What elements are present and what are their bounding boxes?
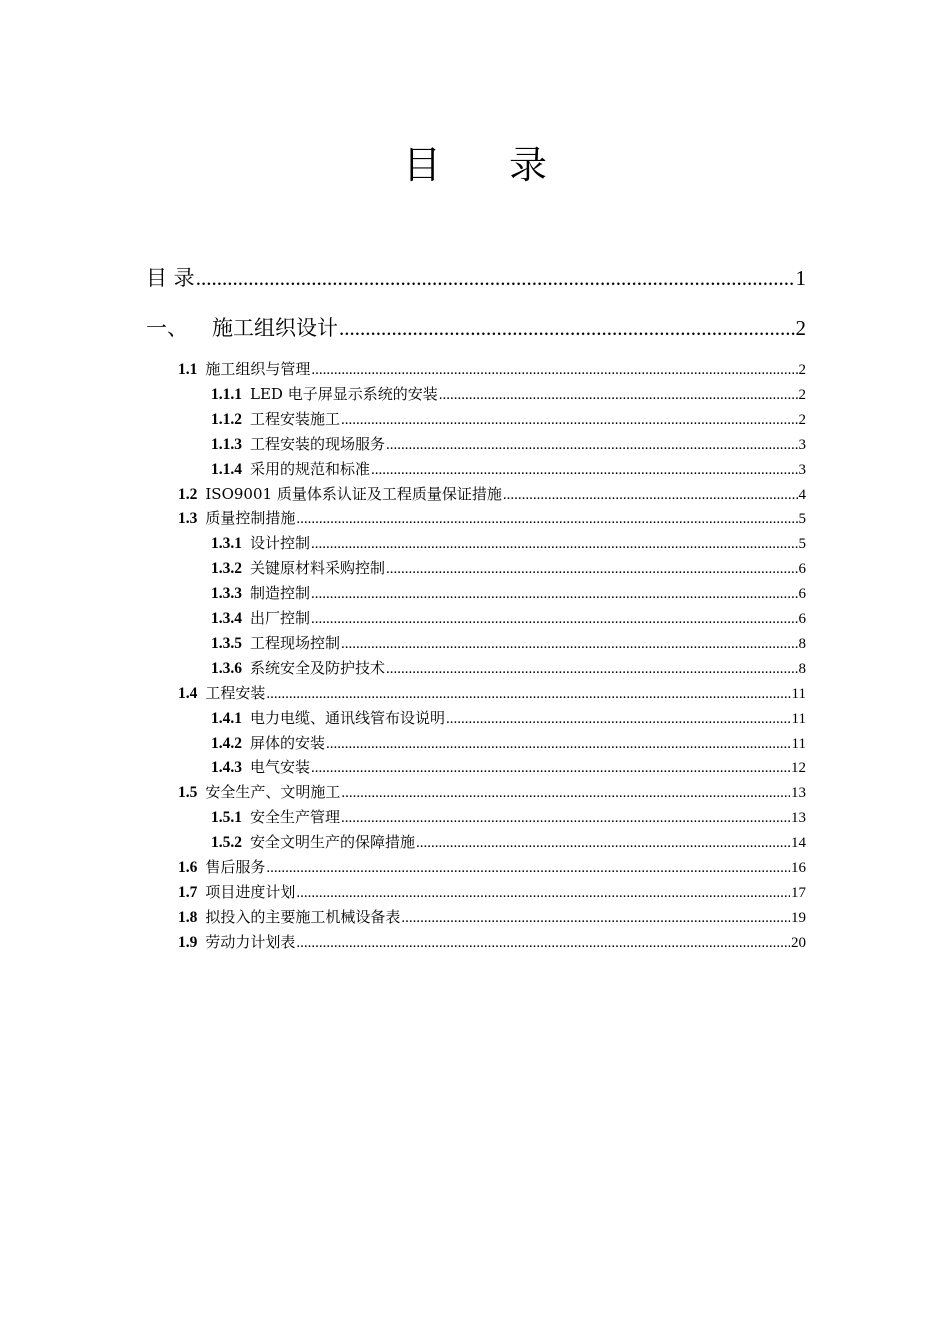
toc-entry-title: 工程安装的现场服务 (250, 434, 386, 453)
toc-entry-label (178, 483, 502, 504)
toc-page-number: 3 (798, 436, 806, 453)
toc-entry-number: 1.4.1 (211, 709, 242, 727)
toc-entry[interactable] (178, 781, 806, 803)
toc-entry[interactable] (211, 831, 806, 853)
toc-page-number: 19 (791, 909, 806, 926)
toc-entry-label (178, 507, 295, 528)
toc-entry-label (178, 856, 265, 877)
toc-entry[interactable] (178, 682, 806, 704)
toc-leader-dots (296, 511, 797, 528)
toc-entry-number: 1.6 (178, 859, 198, 876)
toc-leader-dots (196, 266, 795, 291)
toc-entry-number: 1.5 (178, 784, 198, 802)
toc-leader-dots (311, 760, 790, 777)
toc-entry-number: 1.1.1 (211, 385, 242, 403)
toc-entry-number: 1.3.6 (211, 659, 242, 677)
toc-entry[interactable] (211, 408, 806, 430)
toc-page-number: 4 (798, 486, 806, 503)
toc-page-number: 8 (798, 660, 806, 677)
toc-page-number: 2 (798, 362, 806, 378)
toc-entry-number: 1.8 (178, 908, 198, 926)
toc-entry-title: 制造控制 (250, 584, 311, 603)
toc-entry[interactable] (178, 881, 806, 903)
toc-leader-dots (326, 736, 791, 753)
toc-entry-number: 1.1.3 (211, 435, 242, 453)
toc-entry[interactable] (211, 806, 806, 828)
toc-entry[interactable] (146, 312, 806, 342)
toc-entry-title: 项目进度计划 (205, 882, 296, 901)
toc-page-number: 11 (791, 685, 806, 702)
toc-entry-title: 售后服务 (205, 858, 266, 876)
toc-entry-label (211, 557, 385, 578)
toc-entry-title: LED 电子屏显示系统的安装 (250, 384, 438, 403)
toc-entry-label (211, 433, 385, 454)
toc-leader-dots (311, 611, 797, 628)
toc-entry[interactable] (211, 458, 806, 480)
toc-leader-dots (341, 785, 790, 802)
toc-entry-title: 关键原材料采购控制 (250, 559, 386, 578)
toc-entry-number: 1.4 (178, 684, 198, 702)
toc-leader-dots (439, 387, 798, 404)
toc-leader-dots (341, 412, 797, 429)
toc-leader-dots (311, 362, 797, 379)
toc-entry-number: 1.3.2 (211, 560, 242, 578)
toc-entry-number: 1.1.2 (211, 410, 242, 428)
toc-entry-number: 1.5.1 (211, 809, 242, 827)
toc-entry-label (211, 582, 310, 603)
toc-entry-title: 施工组织设计 (212, 316, 338, 340)
toc-entry-title: 系统安全及防护技术 (250, 658, 386, 677)
toc-entry-number: 一、 (146, 316, 188, 340)
toc-page-number: 17 (791, 884, 806, 901)
toc-leader-dots (296, 935, 790, 952)
toc-entry-label (211, 607, 310, 628)
toc-leader-dots (341, 636, 797, 653)
toc-leader-dots (311, 586, 797, 603)
toc-entry-title: 安全生产、文明施工 (205, 783, 341, 802)
toc-leader-dots (339, 316, 795, 341)
toc-entry-title: 工程安装施工 (250, 409, 341, 428)
toc-entry-label (211, 458, 370, 479)
toc-entry[interactable] (211, 756, 806, 778)
toc-entry-number: 1.7 (178, 883, 198, 901)
toc-entry[interactable] (146, 262, 806, 292)
toc-page-number: 13 (791, 785, 806, 802)
toc-page-number: 2 (798, 386, 806, 403)
toc-leader-dots (371, 462, 797, 479)
toc-entry[interactable] (211, 632, 806, 654)
toc-page-number: 6 (798, 561, 806, 578)
toc-entry-number: 1.5.2 (211, 834, 242, 852)
toc-entry-label (178, 931, 295, 952)
toc-entry-title: ISO9001 质量体系认证及工程质量保证措施 (205, 484, 502, 503)
toc-leader-dots (446, 711, 791, 728)
toc-entry-number: 1.3.5 (211, 634, 242, 652)
toc-entry-number: 1.9 (178, 933, 198, 951)
toc-entry-number: 1.4.3 (211, 759, 242, 777)
toc-entry[interactable] (211, 383, 806, 405)
toc-page-number: 13 (791, 810, 806, 827)
toc-page-number: 6 (798, 586, 806, 603)
toc-entry-title: 采用的规范和标准 (250, 459, 371, 478)
toc-page-number: 16 (791, 860, 806, 876)
toc-page-number: 5 (798, 536, 806, 553)
toc-entry[interactable] (178, 906, 806, 928)
toc-page-number: 3 (798, 461, 806, 478)
toc-entry[interactable] (211, 582, 806, 604)
toc-page-number: 12 (791, 760, 806, 777)
toc-entry-label (211, 657, 385, 678)
toc-entry-title: 施工组织与管理 (205, 360, 311, 378)
toc-page-number: 11 (791, 735, 806, 752)
toc-entry-title: 目 录 (146, 266, 195, 290)
toc-entry[interactable] (211, 657, 806, 679)
toc-page-number: 2 (795, 316, 806, 340)
toc-entry[interactable] (178, 931, 806, 953)
toc-leader-dots (386, 437, 797, 454)
page-title: 目 录 (402, 143, 576, 187)
toc-entry[interactable] (211, 532, 806, 554)
toc-entry-label (211, 632, 340, 653)
toc-entry-title: 拟投入的主要施工机械设备表 (205, 907, 401, 926)
toc-entry[interactable] (211, 557, 806, 579)
toc-entry-label (178, 358, 310, 379)
toc-leader-dots (311, 536, 797, 553)
toc-entry-title: 电力电缆、通讯线管布设说明 (250, 708, 446, 727)
toc-entry-title: 质量控制措施 (205, 509, 296, 528)
toc-entry-label (211, 831, 415, 852)
toc-entry[interactable] (211, 732, 806, 754)
toc-entry-label (211, 532, 310, 553)
toc-entry-label (178, 781, 340, 802)
toc-entry-title: 劳动力计划表 (205, 932, 296, 951)
toc-entry-label (146, 312, 338, 342)
toc-entry-title: 设计控制 (250, 534, 311, 553)
toc-entry-label (211, 383, 438, 404)
toc-entry-label (178, 881, 295, 902)
toc-entry[interactable] (211, 707, 806, 729)
toc-entry-label (178, 906, 400, 927)
toc-entry[interactable] (178, 856, 806, 878)
toc-page-number: 14 (791, 835, 806, 852)
toc-page-number: 1 (795, 266, 806, 290)
toc-page-number: 20 (791, 934, 806, 951)
toc-entry-number: 1.1.4 (211, 460, 242, 478)
toc-leader-dots (266, 686, 790, 703)
toc-entry-title: 工程现场控制 (250, 633, 341, 652)
toc-entry-title: 安全生产管理 (250, 808, 341, 827)
toc-page-number: 2 (798, 411, 806, 428)
toc-entry-label (178, 682, 265, 703)
toc-entry[interactable] (211, 433, 806, 455)
toc-page-number: 5 (798, 511, 806, 528)
toc-entry-label (146, 262, 195, 292)
toc-entry-number: 1.1 (178, 361, 198, 378)
toc-leader-dots (296, 885, 790, 902)
toc-entry-label (211, 707, 445, 728)
toc-leader-dots (503, 487, 798, 504)
toc-leader-dots (341, 810, 790, 827)
toc-entry[interactable] (178, 507, 806, 529)
toc-entry-title: 工程安装 (205, 683, 266, 702)
toc-page-number: 11 (791, 710, 806, 727)
toc-entry-number: 1.4.2 (211, 734, 242, 752)
toc-leader-dots (266, 860, 790, 877)
toc-entry-number: 1.3.4 (211, 610, 242, 627)
toc-leader-dots (401, 910, 790, 927)
toc-entry-number: 1.3 (178, 510, 198, 528)
toc-entry-number: 1.2 (178, 485, 198, 503)
toc-entry[interactable] (178, 483, 806, 505)
toc-page-number: 6 (798, 611, 806, 627)
toc-leader-dots (386, 661, 797, 678)
toc-entry[interactable] (211, 607, 806, 629)
toc-leader-dots (386, 561, 797, 578)
toc-entry-label (211, 756, 310, 777)
toc-entry-label (211, 408, 340, 429)
toc-page-number: 8 (798, 635, 806, 652)
toc-entry-title: 电气安装 (250, 758, 311, 777)
toc-entry-number: 1.3.1 (211, 535, 242, 553)
toc-entry-label (211, 732, 325, 753)
toc-leader-dots (416, 835, 790, 852)
toc-entry-number: 1.3.3 (211, 585, 242, 603)
toc-entry-title: 安全文明生产的保障措施 (250, 833, 416, 852)
toc-entry[interactable] (178, 358, 806, 380)
toc-entry-title: 出厂控制 (250, 609, 311, 627)
toc-entry-title: 屏体的安装 (250, 733, 326, 752)
toc-entry-label (211, 806, 340, 827)
